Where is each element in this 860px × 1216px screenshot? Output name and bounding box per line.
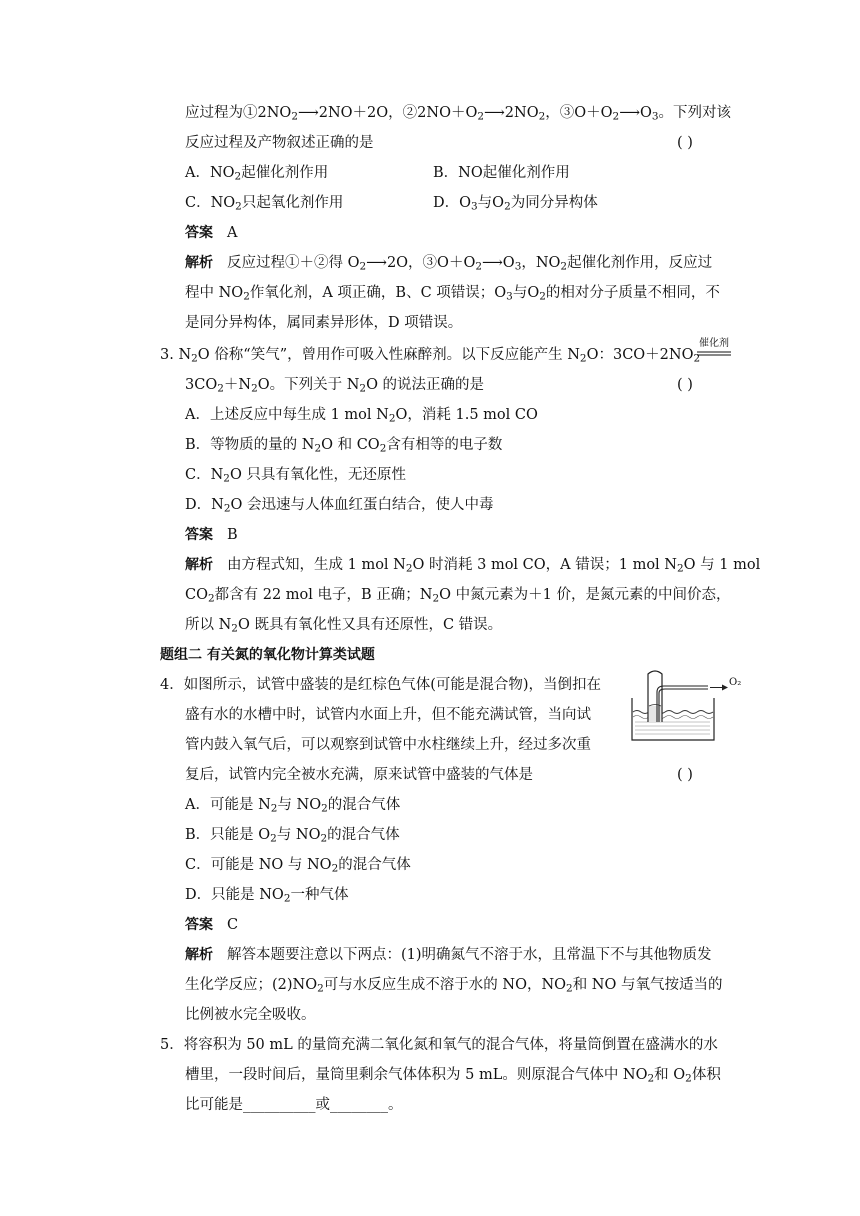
line-text: 所以 $N_2O$ 既具有氧化性又具有还原性，C 错误。 (185, 617, 503, 635)
line-text: 管内鼓入氧气后，可以观察到试管中水柱继续上升，经过多次重 (185, 737, 591, 753)
line-text: C (227, 917, 239, 933)
line-text: 反应过程及产物叙述正确的是 (185, 135, 374, 151)
line-text: 由方程式知，生成 1 mol $N_2O$ 时消耗 3 mol CO，A 错误；1 mol $N_2O$ 与 1 mol (227, 557, 761, 575)
answer-blank-q3-paren: ( ) (677, 377, 693, 393)
o2-label: O₂ (729, 677, 742, 688)
line-text: $3CO_2+N_2O$。下列关于 $N_2O$ 的说法正确的是 (185, 377, 485, 395)
line-text: 5．将容积为 50 mL 的量筒充满二氧化氮和氧气的混合气体，将量筒倒置在盛满水的水 (160, 1037, 718, 1053)
line-label: 解析 (185, 947, 213, 963)
line-text: 反应过程①＋②得 $O_2⟶2O$，$③O+O_2⟶O_3$，$NO_2$起催化剂作用，反应过 (227, 255, 713, 273)
catalyst-label: 催化剂 (699, 338, 729, 349)
catalyst-arrow (696, 338, 732, 368)
line-text: B．NO起催化剂作用 (433, 165, 570, 181)
equals-sign-icon (696, 338, 732, 368)
test-tube-diagram (630, 668, 742, 744)
text-line-q3-stem-2 (185, 375, 484, 395)
line-label: 答案 (185, 225, 213, 241)
line-text: $CO_2$都含有 22 mol 电子，B 正确；$N_2O$ 中氮元素为＋1 价，是氮元素的中间价态， (185, 587, 731, 605)
line-text: B (227, 527, 238, 543)
text-line-q4-optD (185, 885, 348, 905)
text-line-q4-ans (185, 915, 238, 935)
line-label: 答案 (185, 527, 213, 543)
text-line-q3-optC (185, 465, 406, 485)
text-line-q4-optC (185, 855, 411, 875)
text-line-q2-ans (185, 223, 237, 243)
text-line-q4-stem-4 (185, 765, 533, 785)
line-text: C．$N_2O$ 只具有氧化性，无还原性 (185, 467, 406, 485)
line-label: 解析 (185, 255, 213, 271)
line-text: 比例被水完全吸收。 (185, 1007, 316, 1023)
text-line-q5-stem-1 (160, 1035, 718, 1055)
line-text: 4．如图所示，试管中盛装的是红棕色气体(可能是混合物)，当倒扣在 (160, 677, 602, 693)
text-line-q3-exp-3 (185, 615, 502, 635)
answer-blank-q4-paren: ( ) (677, 767, 693, 783)
text-line-q3-stem-1 (160, 345, 700, 365)
text-line-q4-exp-3 (185, 1005, 316, 1025)
line-text: A (227, 225, 238, 241)
line-text: D．$N_2O$ 会迅速与人体血红蛋白结合，使人中毒 (185, 497, 494, 515)
text-line-q2-stem-2 (185, 133, 374, 153)
line-text: 程中 $NO_2$作氧化剂，A 项正确，B、C 项错误；$O_3$与$O_2$的相对分子质量不相同，不 (185, 285, 720, 303)
text-line-q2-exp-3 (185, 313, 462, 333)
text-line-q4-optA (185, 795, 400, 815)
line-label: 答案 (185, 917, 213, 933)
line-label: 解析 (185, 557, 213, 573)
text-line-q4-exp-2 (185, 975, 723, 995)
text-line-q4-stem-1 (160, 675, 601, 695)
text-line-q2-exp-1 (185, 253, 712, 273)
line-text: A．可能是 $N_2$与 $NO_2$的混合气体 (185, 797, 401, 815)
text-line-q4-exp-1 (185, 945, 712, 965)
text-line-q2-stem-1 (185, 103, 731, 123)
answer-blank-q2-paren: ( ) (677, 135, 693, 151)
text-line-q3-optA (185, 405, 538, 425)
line-text: A．上述反应中每生成 1 mol $N_2O$，消耗 1.5 mol CO (185, 407, 538, 425)
line-text: D．只能是 $NO_2$一种气体 (185, 887, 349, 905)
line-text: D．$O_3$与$O_2$为同分异构体 (433, 195, 598, 213)
line-text: 复后，试管内完全被水充满，原来试管中盛装的气体是 (185, 767, 533, 783)
test-tube-figure (630, 668, 742, 744)
text-line-q4-stem-3 (185, 735, 591, 755)
line-text: 题组二 有关氮的氧化物计算类试题 (160, 647, 375, 663)
text-line-group2-title (160, 645, 375, 665)
text-line-q3-exp-2 (185, 585, 731, 605)
text-line-q2-optB (433, 163, 570, 183)
text-line-q3-exp-1 (185, 555, 760, 575)
text-line-q3-optB (185, 435, 502, 455)
line-text: B．只能是 $O_2$与 $NO_2$的混合气体 (185, 827, 400, 845)
text-line-q2-optA (185, 163, 328, 183)
line-text: 3. $N_2O$ 俗称“笑气”，曾用作可吸入性麻醉剂。以下反应能产生 $N_2O$：$3CO+2NO_2$ (160, 347, 701, 365)
line-text: 盛有水的水槽中时，试管内水面上升，但不能充满试管，当向试 (185, 707, 591, 723)
line-text: 槽里，一段时间后，量筒里剩余气体体积为 5 mL。则原混合气体中 $NO_2$和 $O_2$体积 (185, 1067, 721, 1085)
text-line-q3-ans (185, 525, 238, 545)
line-text: 比可能是__________或________。 (185, 1097, 403, 1113)
text-line-q2-optC (185, 193, 343, 213)
line-text: B．等物质的量的 $N_2O$ 和 $CO_2$含有相等的电子数 (185, 437, 503, 455)
line-text: 是同分异构体，属同素异形体，D 项错误。 (185, 315, 463, 331)
text-line-q2-optD (433, 193, 598, 213)
text-line-q2-exp-2 (185, 283, 720, 303)
line-text: C．$NO_2$只起氧化剂作用 (185, 195, 344, 213)
line-text: C．可能是 NO 与 $NO_2$的混合气体 (185, 857, 411, 875)
text-line-q4-optB (185, 825, 400, 845)
text-line-q5-stem-2 (185, 1065, 721, 1085)
text-line-q3-optD (185, 495, 493, 515)
text-line-q4-stem-2 (185, 705, 591, 725)
line-text: 解答本题要注意以下两点：(1)明确氮气不溶于水，且常温下不与其他物质发 (227, 947, 712, 963)
line-text: 应过程为$①2NO_2⟶2NO+2O$，$②2NO+O_2⟶2NO_2$，$③O+O_2⟶O_3$。下列对该 (185, 105, 732, 123)
text-line-q5-stem-3 (185, 1095, 403, 1115)
line-text: 生化学反应；$(2)NO_2$可与水反应生成不溶于水的 NO，$NO_2$和 NO 与氧气按适当的 (185, 977, 723, 995)
line-text: A．$NO_2$起催化剂作用 (185, 165, 329, 183)
